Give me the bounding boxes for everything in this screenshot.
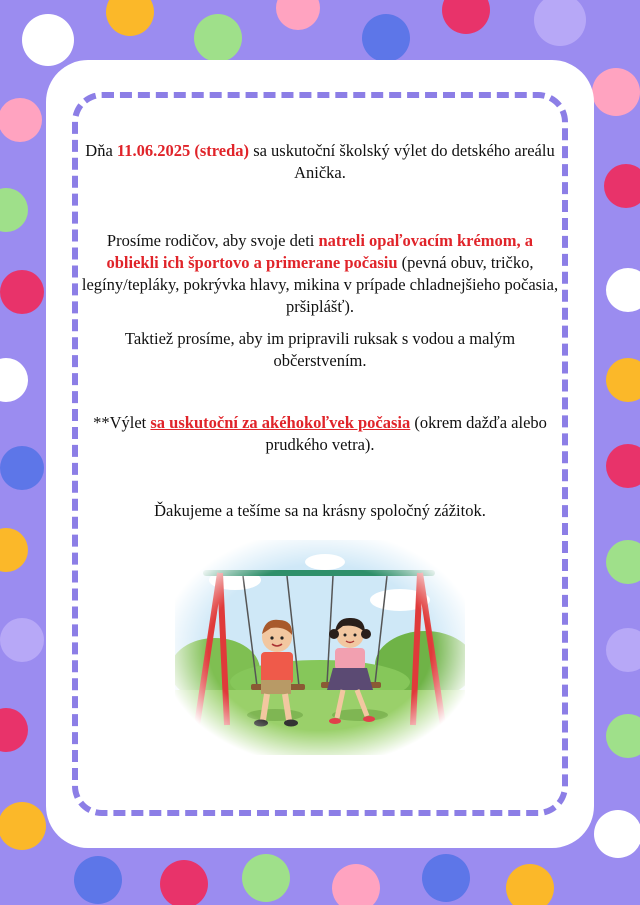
weather-exception-text: (okrem dažďa alebo prudkého vetra). (265, 413, 547, 454)
children-on-swings-illustration (175, 540, 465, 755)
trip-destination-text: sa uskutoční školský výlet do detského areálu Anička. (249, 141, 555, 182)
date-intro-text: Dňa (85, 141, 117, 160)
clothing-emphasis: natreli opaľovacím krémom, a obliekli ich športovo a primerane počasiu (106, 231, 534, 272)
clothing-intro-text: Prosíme rodičov, aby svoje deti (106, 231, 319, 250)
trip-date: 11.06.2025 (streda) (116, 141, 250, 160)
letter-content (80, 140, 560, 522)
weather-emphasis: sa uskutoční za akéhokoľvek počasia (150, 413, 411, 432)
paragraph-thanks: Ďakujeme a tešíme sa na krásny spoločný zážitok. (154, 501, 486, 520)
paragraph-weather (80, 412, 560, 456)
paragraph-date (80, 140, 560, 184)
weather-intro-text: **Výlet (93, 413, 151, 432)
clothing-details-text: (pevná obuv, tričko, legíny/tepláky, pokrývka hlavy, mikina v prípade chladnejšieho počasia, pršiplášť). (81, 253, 559, 316)
paragraph-clothing (80, 230, 560, 318)
paragraph-backpack: Taktiež prosíme, aby im pripravili ruksak s vodou a malým občerstvením. (124, 329, 516, 370)
